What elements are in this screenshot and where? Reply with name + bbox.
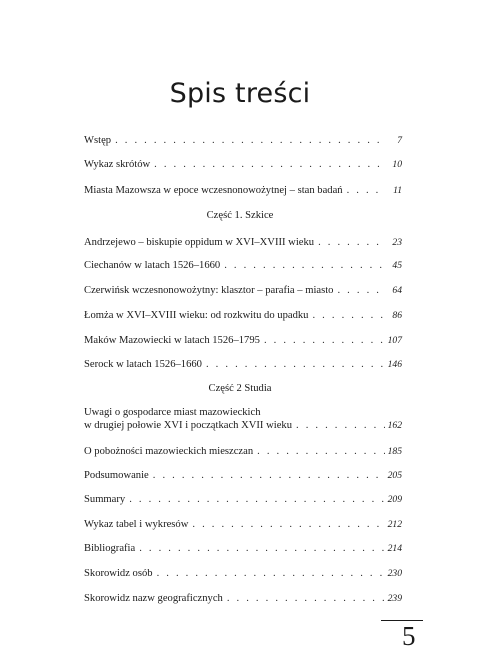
toc-entry[interactable] bbox=[84, 518, 402, 531]
toc-entry[interactable] bbox=[84, 309, 402, 322]
toc-entry[interactable] bbox=[84, 236, 402, 249]
dot-leader bbox=[318, 236, 385, 249]
toc-entry-page: 209 bbox=[387, 494, 402, 505]
toc-entry[interactable] bbox=[84, 358, 402, 371]
dot-leader bbox=[347, 184, 385, 197]
toc-entry-page: 11 bbox=[393, 185, 402, 196]
toc-entry-title: Miasta Mazowsza w epoce wczesnonowożytnej – stan badań bbox=[84, 185, 343, 196]
toc-entry-title: Bibliografia bbox=[84, 543, 136, 554]
toc-entry-page: 162 bbox=[387, 420, 402, 431]
toc-entry[interactable] bbox=[84, 567, 402, 580]
toc-entry-page: 214 bbox=[387, 543, 402, 554]
dot-leader bbox=[153, 469, 385, 482]
toc-entry-title: Wykaz skrótów bbox=[84, 159, 151, 170]
toc-entry-page: 10 bbox=[392, 159, 402, 170]
dot-leader bbox=[337, 284, 385, 297]
page-number: 5 bbox=[402, 621, 416, 651]
toc-entry[interactable] bbox=[84, 493, 402, 506]
toc-entry-page: 7 bbox=[397, 135, 402, 146]
dot-leader bbox=[224, 259, 385, 272]
dot-leader bbox=[139, 542, 384, 555]
toc-entry[interactable] bbox=[84, 445, 402, 458]
dot-leader bbox=[115, 134, 385, 147]
toc-entry[interactable] bbox=[84, 284, 402, 297]
toc-entry-page: 146 bbox=[387, 359, 402, 370]
dot-leader bbox=[192, 518, 384, 531]
toc-entry-title: w drugiej połowie XVI i początkach XVII wieku bbox=[84, 420, 292, 431]
toc-entry-title-line1: Uwagi o gospodarce miast mazowieckich bbox=[84, 407, 261, 418]
dot-leader bbox=[154, 158, 385, 171]
toc-entry-title: Ciechanów w latach 1526–1660 bbox=[84, 260, 221, 271]
toc-entry[interactable] bbox=[84, 542, 402, 555]
toc-entry-page: 185 bbox=[387, 446, 402, 457]
toc-entry[interactable] bbox=[84, 134, 402, 147]
toc-entry-title: Łomża w XVI–XVIII wieku: od rozkwitu do upadku bbox=[84, 310, 309, 321]
toc-entry-title: Czerwińsk wczesnonowożytny: klasztor – parafia – miasto bbox=[84, 285, 334, 296]
dot-leader bbox=[206, 358, 385, 371]
toc-entry-title: Andrzejewo – biskupie oppidum w XVI–XVIII wieku bbox=[84, 237, 315, 248]
toc-entry[interactable] bbox=[84, 592, 402, 605]
section-heading: Część 2 Studia bbox=[208, 383, 272, 394]
toc-entry-page: 212 bbox=[387, 519, 402, 530]
dot-leader bbox=[157, 567, 385, 580]
toc-entry-page: 239 bbox=[387, 593, 402, 604]
toc-entry-title: Podsumowanie bbox=[84, 470, 149, 481]
toc-entry[interactable] bbox=[84, 259, 402, 272]
toc-entry[interactable] bbox=[84, 184, 402, 197]
dot-leader bbox=[129, 493, 384, 506]
toc-entry-page: 64 bbox=[392, 285, 402, 296]
toc-entry-page: 23 bbox=[392, 237, 402, 248]
toc-entry-page: 107 bbox=[387, 335, 402, 346]
toc-entry-title: Serock w latach 1526–1660 bbox=[84, 359, 202, 370]
toc-entry-page: 205 bbox=[387, 470, 402, 481]
dot-leader bbox=[296, 419, 385, 432]
page-title: Spis treści bbox=[169, 78, 311, 109]
toc-entry-page: 86 bbox=[392, 310, 402, 321]
toc-entry-title: Summary bbox=[84, 494, 126, 505]
dot-leader bbox=[257, 445, 384, 458]
dot-leader bbox=[227, 592, 385, 605]
toc-entry-title: Wstęp bbox=[84, 135, 112, 146]
toc-entry[interactable] bbox=[84, 334, 402, 347]
toc-entry-title: Maków Mazowiecki w latach 1526–1795 bbox=[84, 335, 260, 346]
toc-entry-title: Wykaz tabel i wykresów bbox=[84, 519, 189, 530]
dot-leader bbox=[264, 334, 385, 347]
toc-entry-page: 45 bbox=[392, 260, 402, 271]
toc-entry-title: Skorowidz nazw geograficznych bbox=[84, 593, 223, 604]
toc-entry-title: Skorowidz osób bbox=[84, 568, 153, 579]
toc-entry-page: 230 bbox=[387, 568, 402, 579]
toc-entry[interactable] bbox=[84, 469, 402, 482]
toc-entry[interactable] bbox=[84, 158, 402, 171]
dot-leader bbox=[312, 309, 385, 322]
toc-entry-title: O pobożności mazowieckich mieszczan bbox=[84, 446, 254, 457]
toc-entry[interactable] bbox=[84, 406, 402, 432]
section-heading: Część 1. Szkice bbox=[206, 210, 274, 221]
